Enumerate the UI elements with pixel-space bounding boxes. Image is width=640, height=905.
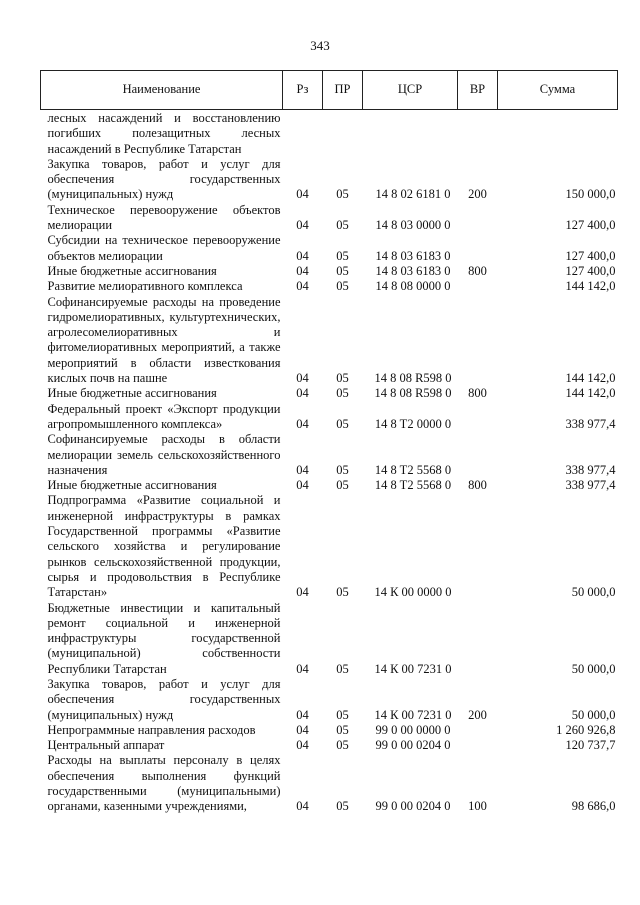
cell-sum: 98 686,0 xyxy=(571,799,616,814)
table-row xyxy=(41,157,618,203)
table-row xyxy=(41,493,618,600)
cell-rz: 04 xyxy=(296,218,309,233)
cell-name: Бюджетные инвестиции и капитальный ремонт социальной и инженерной инфраструктуры государственной (муниципальной) собственности Республики Татарстан xyxy=(47,600,281,676)
cell-name: Софинансируемые расходы на проведение гидромелиоративных, культуртехнических, агролесомелиоративных и фитомелиоративных мероприятий, а также мероприятий в области известкования кислых почв на пашне xyxy=(47,294,281,386)
cell-vr xyxy=(458,432,498,478)
cell-name: Центральный аппарат xyxy=(47,738,165,753)
cell-csr: 14 8 08 R598 0 xyxy=(374,386,452,401)
cell-sum: 120 737,7 xyxy=(565,738,616,753)
cell-name: Иные бюджетные ассигнования xyxy=(47,263,217,278)
cell-sum: 144 142,0 xyxy=(565,279,616,294)
cell-vr xyxy=(458,233,498,264)
cell-rz xyxy=(283,110,323,157)
cell-name: Федеральный проект «Экспорт продукции агропромышленного комплекса» xyxy=(47,401,281,431)
cell-rz: 04 xyxy=(296,661,309,676)
cell-pr: 05 xyxy=(336,248,349,263)
cell-pr: 05 xyxy=(336,416,349,431)
cell-pr: 05 xyxy=(336,661,349,676)
table-row xyxy=(41,738,618,753)
cell-csr: 14 8 08 R598 0 xyxy=(374,371,452,386)
cell-rz: 04 xyxy=(296,248,309,263)
cell-name: Развитие мелиоративного комплекса xyxy=(47,279,243,294)
cell-vr xyxy=(458,279,498,294)
cell-rz: 04 xyxy=(296,738,309,753)
cell-name: лесных насаждений и восстановлению погибших полезащитных лесных насаждений в Республике Татарстан xyxy=(47,111,281,156)
cell-vr: 100 xyxy=(468,799,487,814)
table-row xyxy=(41,601,618,677)
cell-pr: 05 xyxy=(336,371,349,386)
page-number: 343 xyxy=(310,38,330,53)
cell-csr: 14 8 T2 5568 0 xyxy=(374,478,452,493)
table-row xyxy=(41,677,618,723)
cell-rz: 04 xyxy=(296,371,309,386)
cell-vr: 800 xyxy=(468,478,487,493)
table-row xyxy=(41,295,618,387)
cell-sum: 127 400,0 xyxy=(565,218,616,233)
cell-csr: 14 8 03 6183 0 xyxy=(375,263,451,278)
table-row xyxy=(41,402,618,433)
cell-rz: 04 xyxy=(296,585,309,600)
table-row xyxy=(41,432,618,478)
cell-sum xyxy=(498,110,618,157)
cell-pr: 05 xyxy=(336,738,349,753)
cell-vr: 200 xyxy=(468,187,487,202)
cell-csr: 14 К 00 7231 0 xyxy=(374,707,452,722)
cell-name: Непрограммные направления расходов xyxy=(47,722,256,737)
cell-vr xyxy=(458,493,498,600)
cell-csr: 14 К 00 7231 0 xyxy=(374,661,452,676)
header-rz: Рз xyxy=(283,71,323,110)
cell-sum: 150 000,0 xyxy=(565,187,616,202)
cell-pr: 05 xyxy=(336,585,349,600)
cell-sum: 338 977,4 xyxy=(565,462,616,477)
table-row xyxy=(41,279,618,294)
header-name: Наименование xyxy=(41,71,283,110)
header-sum: Сумма xyxy=(498,71,618,110)
cell-sum: 127 400,0 xyxy=(565,263,616,278)
cell-sum: 50 000,0 xyxy=(571,661,616,676)
cell-name: Расходы на выплаты персоналу в целях обеспечения выполнения функций государственными (муниципальными) органами, казенными учреждениями, xyxy=(47,753,281,814)
cell-sum: 144 142,0 xyxy=(565,386,616,401)
cell-rz: 04 xyxy=(296,386,309,401)
cell-vr xyxy=(458,203,498,234)
cell-rz: 04 xyxy=(296,478,309,493)
cell-vr xyxy=(458,402,498,433)
cell-csr xyxy=(363,110,458,157)
cell-vr xyxy=(458,295,498,387)
budget-table-container xyxy=(40,70,617,815)
cell-sum: 144 142,0 xyxy=(565,371,616,386)
cell-sum: 1 260 926,8 xyxy=(556,722,616,737)
table-body xyxy=(41,110,618,815)
cell-csr: 14 8 T2 5568 0 xyxy=(374,462,452,477)
cell-csr: 14 8 T2 0000 0 xyxy=(374,416,452,431)
cell-vr: 800 xyxy=(468,386,487,401)
cell-sum: 50 000,0 xyxy=(571,585,616,600)
cell-sum: 127 400,0 xyxy=(565,248,616,263)
cell-sum: 50 000,0 xyxy=(571,707,616,722)
table-row xyxy=(41,110,618,157)
budget-table xyxy=(40,70,618,815)
table-row xyxy=(41,264,618,279)
table-row xyxy=(41,386,618,401)
table-row xyxy=(41,753,618,814)
cell-vr: 800 xyxy=(468,263,487,278)
cell-pr: 05 xyxy=(336,462,349,477)
cell-pr: 05 xyxy=(336,722,349,737)
cell-name: Софинансируемые расходы в области мелиорации земель сельскохозяйственного назначения xyxy=(47,432,281,477)
cell-vr xyxy=(458,738,498,753)
cell-name: Иные бюджетные ассигнования xyxy=(47,478,217,493)
cell-rz: 04 xyxy=(296,799,309,814)
cell-sum: 338 977,4 xyxy=(565,416,616,431)
table-row xyxy=(41,233,618,264)
table-row xyxy=(41,723,618,738)
cell-csr: 99 0 00 0204 0 xyxy=(375,799,451,814)
cell-name: Закупка товаров, работ и услуг для обеспечения государственных (муниципальных) нужд xyxy=(47,156,281,202)
cell-rz: 04 xyxy=(296,263,309,278)
cell-vr xyxy=(458,110,498,157)
cell-sum: 338 977,4 xyxy=(565,478,616,493)
cell-rz: 04 xyxy=(296,707,309,722)
cell-pr: 05 xyxy=(336,218,349,233)
table-header-row xyxy=(41,71,618,110)
cell-pr: 05 xyxy=(336,707,349,722)
cell-name: Техническое перевооружение объектов мелиорации xyxy=(47,202,281,233)
cell-rz: 04 xyxy=(296,187,309,202)
cell-pr: 05 xyxy=(336,799,349,814)
table-row xyxy=(41,203,618,234)
header-csr: ЦСР xyxy=(363,71,458,110)
cell-csr: 14 К 00 0000 0 xyxy=(374,585,452,600)
cell-rz: 04 xyxy=(296,462,309,477)
cell-csr: 14 8 02 6181 0 xyxy=(375,187,451,202)
cell-vr xyxy=(458,601,498,677)
cell-csr: 99 0 00 0000 0 xyxy=(375,722,451,737)
cell-vr: 200 xyxy=(468,707,487,722)
cell-csr: 14 8 03 0000 0 xyxy=(375,218,451,233)
cell-rz: 04 xyxy=(296,722,309,737)
header-vr: ВР xyxy=(458,71,498,110)
header-pr: ПР xyxy=(323,71,363,110)
cell-pr xyxy=(323,110,363,157)
cell-name: Подпрограмма «Развитие социальной и инженерной инфраструктуры в рамках Государственной программы «Развитие сельского хозяйства и регулирование рынков сельскохозяйственной продукции, сырья и продовольствия в Республике Татарстан» xyxy=(47,493,281,600)
cell-pr: 05 xyxy=(336,187,349,202)
cell-name: Закупка товаров, работ и услуг для обеспечения государственных (муниципальных) нужд xyxy=(47,676,281,722)
cell-csr: 99 0 00 0204 0 xyxy=(375,738,451,753)
cell-vr xyxy=(458,723,498,738)
cell-rz: 04 xyxy=(296,416,309,431)
cell-pr: 05 xyxy=(336,279,349,294)
cell-rz: 04 xyxy=(296,279,309,294)
cell-name: Субсидии на техническое перевооружение объектов мелиорации xyxy=(47,233,281,263)
cell-name: Иные бюджетные ассигнования xyxy=(47,386,217,401)
cell-csr: 14 8 08 0000 0 xyxy=(375,279,451,294)
cell-pr: 05 xyxy=(336,386,349,401)
cell-pr: 05 xyxy=(336,263,349,278)
table-row xyxy=(41,478,618,493)
cell-csr: 14 8 03 6183 0 xyxy=(375,248,451,263)
cell-pr: 05 xyxy=(336,478,349,493)
